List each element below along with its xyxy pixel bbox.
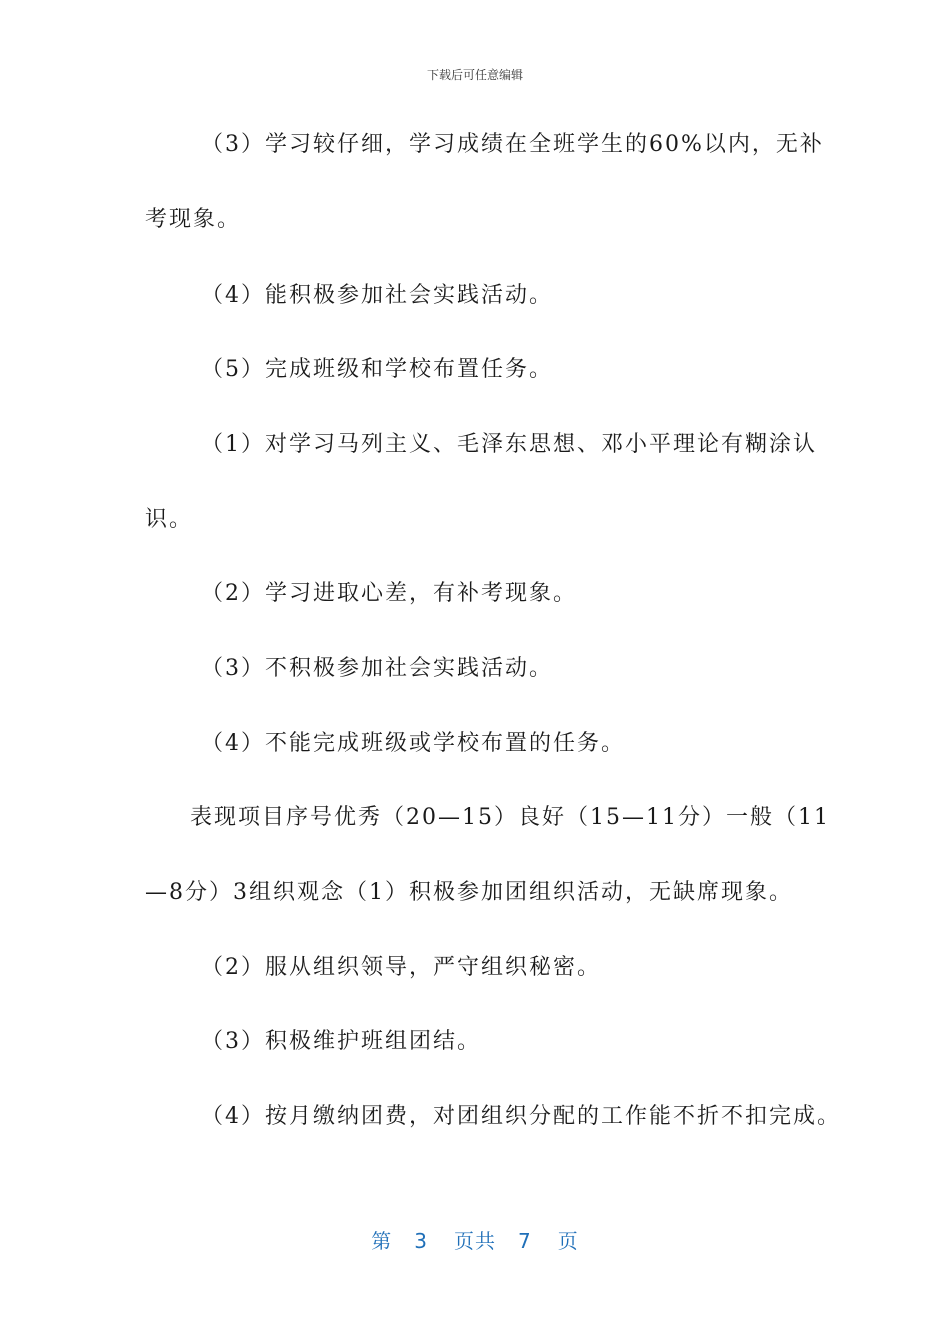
page-current: 3 — [414, 1229, 428, 1253]
paragraph-line: 考现象。 — [145, 207, 242, 232]
paragraph-line: （3）学习较仔细，学习成绩在全班学生的60%以内，无补 — [201, 132, 824, 157]
paragraph-line: （4）不能完成班级或学校布置的任务。 — [201, 731, 625, 756]
page-label-mid: 页共 — [454, 1229, 496, 1253]
paragraph-line: （2）学习进取心差，有补考现象。 — [201, 581, 577, 606]
paragraph-line: （5）完成班级和学校布置任务。 — [201, 357, 553, 382]
paragraph-line: （2）服从组织领导，严守组织秘密。 — [201, 955, 601, 980]
paragraph-line: （1）对学习马列主义、毛泽东思想、邓小平理论有糊涂认 — [201, 432, 817, 457]
paragraph-line: （4）按月缴纳团费，对团组织分配的工作能不折不扣完成。 — [201, 1104, 841, 1129]
paragraph-line: （3）积极维护班组团结。 — [201, 1029, 481, 1054]
page-label-prefix: 第 — [371, 1229, 393, 1253]
paragraph-line: —8分）3组织观念（1）积极参加团组织活动，无缺席现象。 — [145, 880, 793, 905]
paragraph-line: （4）能积极参加社会实践活动。 — [201, 283, 553, 308]
page-label-suffix: 页 — [557, 1229, 579, 1253]
paragraph-line: 识。 — [145, 507, 194, 532]
paragraph-line: （3）不积极参加社会实践活动。 — [201, 656, 553, 681]
header-note: 下载后可任意编辑 — [426, 68, 523, 82]
page-total: 7 — [518, 1229, 532, 1253]
page-number-footer — [0, 1225, 950, 1254]
paragraph-line: 表现项目序号优秀（20—15）良好（15—11分）一般（11 — [190, 805, 830, 830]
